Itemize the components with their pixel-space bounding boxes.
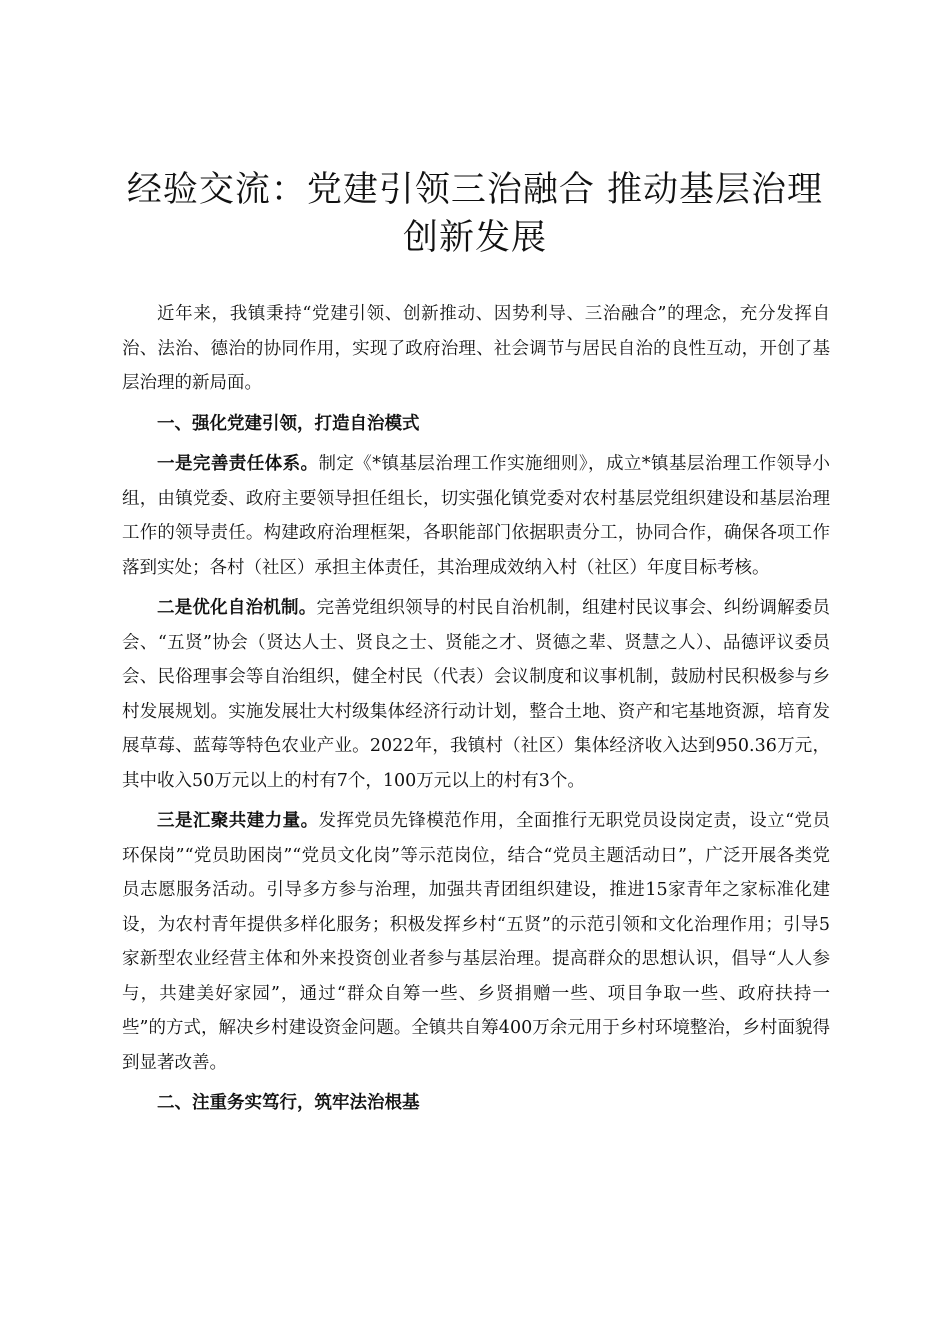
item-1-text: 制定《*镇基层治理工作实施细则》，成立*镇基层治理工作领导小组，由镇党委、政府主要领导担任组长，切实强化镇党委对农村基层党组织建设和基层治理工作的领导责任。构建政府治理框架，各职能部门依据职责分工，协同合作，确保各项工作落到实处；各村（社区）承担主体责任，其治理成效纳入村（社区）年度目标考核。	[122, 454, 830, 578]
intro-paragraph: 近年来，我镇秉持“党建引领、创新推动、因势利导、三治融合”的理念，充分发挥自治、法治、德治的协同作用，实现了政府治理、社会调节与居民自治的良性互动，开创了基层治理的新局面。	[122, 304, 830, 393]
section-1-heading: 一、强化党建引领，打造自治模式	[157, 413, 420, 434]
section-1-item-3	[122, 804, 830, 1080]
title-line-2: 创新发展	[402, 218, 547, 258]
title-line-1: 经验交流：党建引领三治融合 推动基层治理	[126, 170, 824, 210]
section-2-heading: 二、注重务实笃行，筑牢法治根基	[157, 1093, 420, 1113]
document-title	[120, 166, 830, 262]
item-1-lead: 一是完善责任体系。	[157, 454, 319, 474]
item-2-lead: 二是优化自治机制。	[157, 598, 317, 618]
item-2-text: 完善党组织领导的村民自治机制，组建村民议事会、纠纷调解委员会、“五贤”协会（贤达人士、贤良之士、贤能之才、贤德之辈、贤慧之人）、品德评议委员会、民俗理事会等自治组织，健全村民（代表）会议制度和议事机制，鼓励村民积极参与乡村发展规划。实施发展壮大村级集体经济行动计划，整合土地、资产和宅基地资源，培育发展草莓、蓝莓等特色农业产业。2022年，我镇村（社区）集体经济收入达到950.36万元，其中收入50万元以上的村有7个，100万元以上的村有3个。	[122, 598, 831, 791]
item-3-lead: 三是汇聚共建力量。	[157, 811, 319, 831]
section-1-item-2	[122, 591, 830, 798]
section-1-item-1	[122, 447, 830, 585]
item-3-text: 发挥党员先锋模范作用，全面推行无职党员设岗定责，设立“党员环保岗”“党员助困岗”“党员文化岗”等示范岗位，结合“党员主题活动日”，广泛开展各类党员志愿服务活动。引导多方参与治理，加强共青团组织建设，推进15家青年之家标准化建设，为农村青年提供多样化服务；积极发挥乡村“五贤”的示范引领和文化治理作用；引导5家新型农业经营主体和外来投资创业者参与基层治理。提高群众的思想认识，倡导“人人参与，共建美好家园”，通过“群众自筹一些、乡贤捐赠一些、项目争取一些、政府扶持一些”的方式，解决乡村建设资金问题。全镇共自筹400万余元用于乡村环境整治，乡村面貌得到显著改善。	[122, 811, 830, 1073]
document-body	[122, 297, 830, 1127]
